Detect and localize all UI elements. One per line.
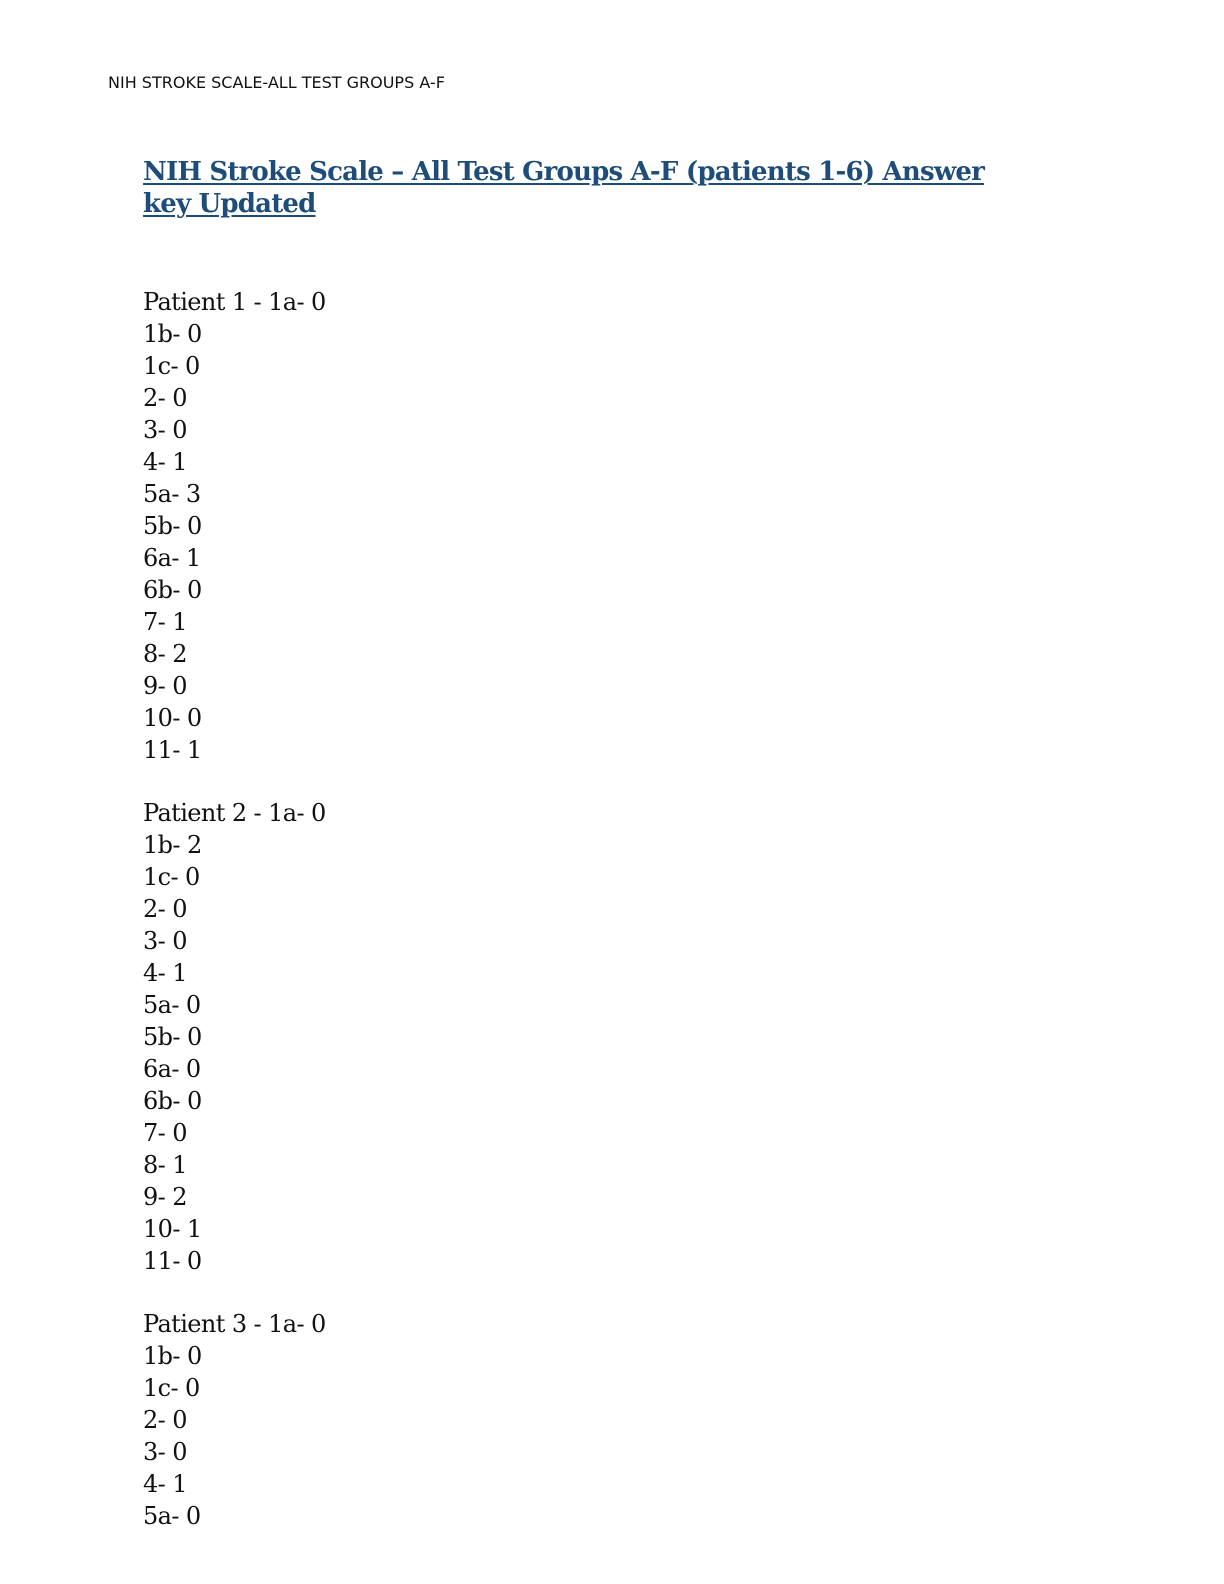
running-header: NIH STROKE SCALE-ALL TEST GROUPS A-F [108,73,445,92]
score-line: 5b- 0 [143,1023,202,1051]
score-line: 2- 0 [143,384,187,412]
patient-heading: Patient 1 - 1a- 0 [143,288,326,316]
score-line: 3- 0 [143,416,187,444]
score-line: 11- 1 [143,736,202,764]
score-line: 7- 0 [143,1119,187,1147]
score-line: 8- 2 [143,640,187,668]
score-line: 10- 0 [143,704,202,732]
score-line: 1c- 0 [143,863,200,891]
score-line: 10- 1 [143,1215,202,1243]
score-line: 5a- 3 [143,480,201,508]
document-title-line-1: NIH Stroke Scale – All Test Groups A-F (patients 1-6) Answer [143,157,985,187]
score-line: 4- 1 [143,1470,187,1498]
patient-heading: Patient 2 - 1a- 0 [143,799,326,827]
score-line: 8- 1 [143,1151,187,1179]
score-line: 4- 1 [143,448,187,476]
patient-block-3 [143,1308,1043,1532]
score-line: 1c- 0 [143,1374,200,1402]
score-line: 1b- 2 [143,831,202,859]
score-line: 6a- 1 [143,544,201,572]
score-line: 2- 0 [143,895,187,923]
score-line: 5a- 0 [143,991,201,1019]
score-line: 1b- 0 [143,320,202,348]
score-line: 5a- 0 [143,1502,201,1530]
patient-block-1 [143,286,1043,766]
patient-heading: Patient 3 - 1a- 0 [143,1310,326,1338]
score-line: 11- 0 [143,1247,202,1275]
score-line: 1b- 0 [143,1342,202,1370]
score-line: 3- 0 [143,1438,187,1466]
document-title-line-2: key Updated [143,189,316,219]
score-line: 9- 0 [143,672,187,700]
answer-key-list [143,286,1043,1563]
patient-block-2 [143,797,1043,1277]
score-line: 4- 1 [143,959,187,987]
document-title [143,156,1043,220]
score-line: 6a- 0 [143,1055,201,1083]
score-line: 6b- 0 [143,1087,202,1115]
score-line: 6b- 0 [143,576,202,604]
score-line: 2- 0 [143,1406,187,1434]
score-line: 1c- 0 [143,352,200,380]
score-line: 5b- 0 [143,512,202,540]
score-line: 3- 0 [143,927,187,955]
score-line: 9- 2 [143,1183,187,1211]
score-line: 7- 1 [143,608,187,636]
